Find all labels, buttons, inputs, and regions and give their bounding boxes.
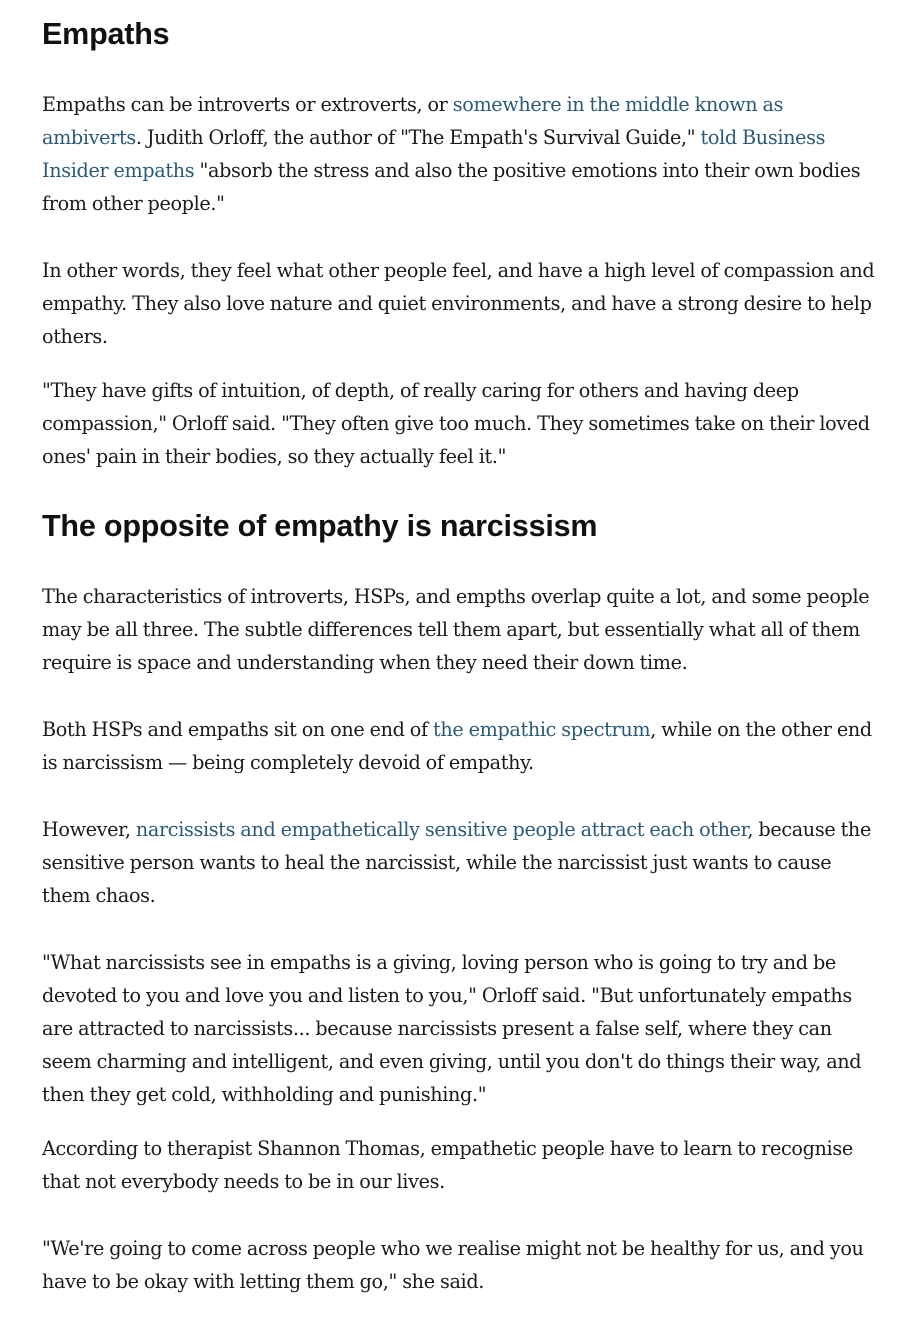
paragraph-text: However, [42, 818, 136, 841]
paragraph-attract-each-other [42, 813, 882, 912]
paragraph-text: . Judith Orloff, the author of "The Empath's Survival Guide," [135, 126, 701, 149]
link-ambiverts[interactable]: somewhere in the middle known as ambiverts [42, 93, 784, 149]
paragraph-narcissists-quote: "What narcissists see in empaths is a giving, loving person who is going to try and be devoted to you and love you and listen to you," Orloff said. "But unfortunately empaths are attracted to narcissists... because narcissists present a false self, where they can seem charming and intelligent, and even giving, until you don't do things their way, and then they get cold, withholding and punishing." [42, 951, 862, 1106]
link-told-business-insider[interactable]: told Business Insider empaths [42, 126, 826, 182]
section-heading-empaths: Empaths [42, 17, 170, 51]
paragraph-shannon-thomas: According to therapist Shannon Thomas, empathetic people have to learn to recognise that not everybody needs to be in our lives. [42, 1137, 853, 1193]
paragraph-text: Both HSPs and empaths sit on one end of [42, 718, 434, 741]
paragraph-empaths-intro [42, 88, 882, 220]
paragraph-text: , because the sensitive person wants to heal the narcissist, while the narcissist just wants to cause them chaos. [42, 818, 871, 907]
paragraph-characteristics: The characteristics of introverts, HSPs, and empths overlap quite a lot, and some people may be all three. The subtle differences tell them apart, but essentially what all of them require is space and understanding when they need their down time. [42, 585, 870, 674]
link-narcissists-attract[interactable]: narcissists and empathetically sensitive people attract each other [135, 818, 748, 841]
paragraph-text: "absorb the stress and also the positive emotions into their own bodies from other people." [42, 159, 861, 215]
paragraph-other-words: In other words, they feel what other people feel, and have a high level of compassion and empathy. They also love nature and quiet environments, and have a strong desire to help others. [42, 259, 875, 348]
link-empathic-spectrum[interactable]: the empathic spectrum [433, 718, 651, 741]
article-body [42, 0, 882, 1298]
paragraph-text: , while on the other end is narcissism — being completely devoid of empathy. [42, 718, 872, 774]
section-heading-opposite-of-empathy: The opposite of empathy is narcissism [42, 509, 598, 543]
paragraph-letting-go-quote: "We're going to come across people who we realise might not be healthy for us, and you have to be okay with letting them go," she said. [42, 1237, 864, 1293]
paragraph-empathic-spectrum [42, 713, 882, 779]
paragraph-text: Empaths can be introverts or extroverts, or [42, 93, 453, 116]
paragraph-gifts-quote: "They have gifts of intuition, of depth, of really caring for others and having deep compassion," Orloff said. "They often give too much. They sometimes take on their loved ones' pain in their bodies, so they actually feel it." [42, 379, 870, 468]
